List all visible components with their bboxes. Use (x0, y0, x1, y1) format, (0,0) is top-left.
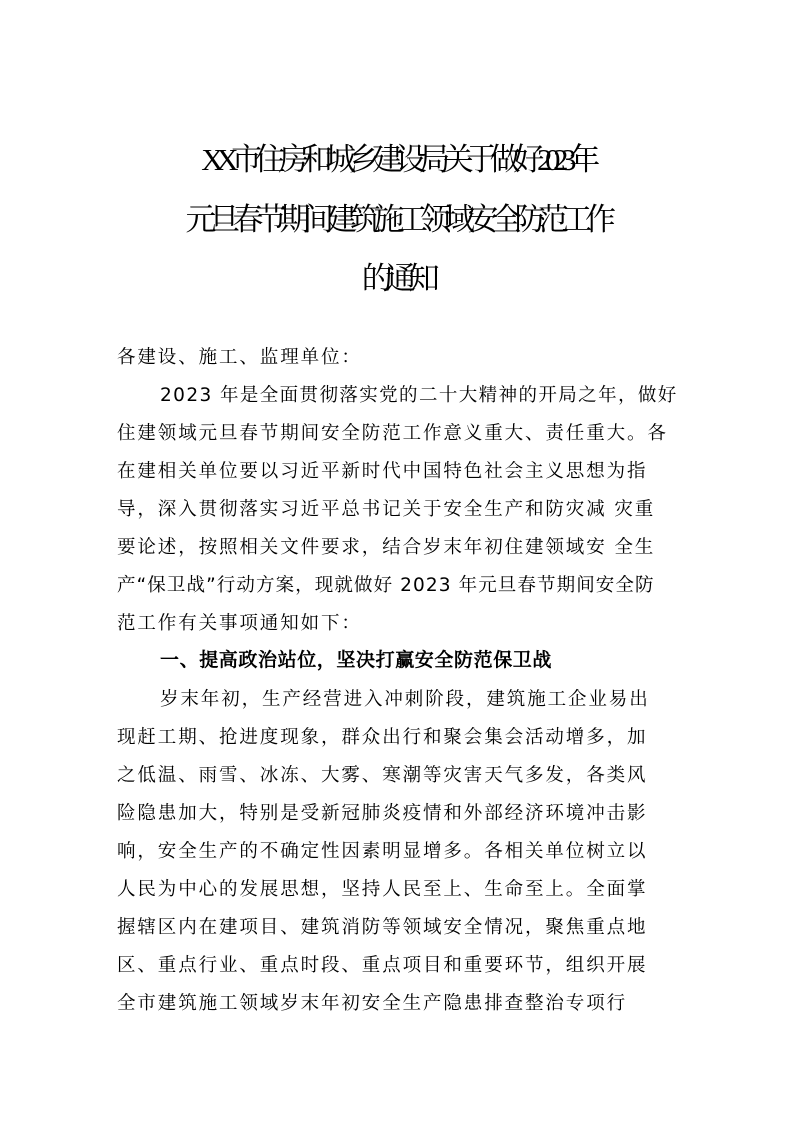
intro-line-2: 住建领域元旦春节期间安全防范工作意义重大、责任重大。各 (117, 423, 668, 444)
section-1-heading: 一、提高政治站位，坚决打赢安全防范保卫战 (160, 649, 553, 671)
section-1-line-1: 岁末年初，生产经营进入冲刺阶段，建筑施工企业易出 (160, 689, 650, 710)
intro-line-3: 在建相关单位要以习近平新时代中国特色社会主义思想为指 (117, 461, 648, 482)
title-line-3: 的通知 (361, 261, 433, 296)
section-1-line-7: 握辖区内在建项目、建筑消防等领域安全情况，聚焦重点地 (117, 917, 648, 938)
intro-line-6: 产“保卫战”行动方案，现就做好 2023 年元旦春节期间安全防 (117, 575, 655, 596)
intro-line-7: 范工作有关事项通知如下： (117, 613, 362, 634)
section-1-line-6: 人民为中心的发展思想，坚持人民至上、生命至上。全面掌 (117, 879, 648, 900)
section-1-line-4: 险隐患加大，特别是受新冠肺炎疫情和外部经济环境冲击影 (117, 803, 648, 824)
title-line-2: 元旦春节期间建筑施工领域安全防范工作 (185, 202, 609, 237)
intro-line-4: 导，深入贯彻落实习近平总书记关于安全生产和防灾减 灾重 (117, 499, 656, 520)
section-1-line-9: 全市建筑施工领域岁末年初安全生产隐患排查整治专项行 (117, 993, 628, 1014)
intro-line-1: 2023 年是全面贯彻落实党的二十大精神的开局之年，做好 (160, 385, 678, 406)
section-1-line-5: 响，安全生产的不确定性因素明显增多。各相关单位树立以 (117, 841, 648, 862)
section-1-line-2: 现赶工期、抢进度现象，群众出行和聚会集会活动增多，加 (117, 727, 648, 748)
section-1-line-3: 之低温、雨雪、冰冻、大雾、寒潮等灾害天气多发，各类风 (117, 765, 648, 786)
section-1-line-8: 区、重点行业、重点时段、重点项目和重要环节，组织开展 (117, 955, 648, 976)
intro-line-5: 要论述，按照相关文件要求，结合岁末年初住建领域安 全生 (117, 537, 656, 558)
salutation: 各建设、施工、监理单位： (117, 347, 362, 368)
title-line-1: XX 市住房和城乡建设局关于做好 2023 年 (201, 142, 593, 177)
